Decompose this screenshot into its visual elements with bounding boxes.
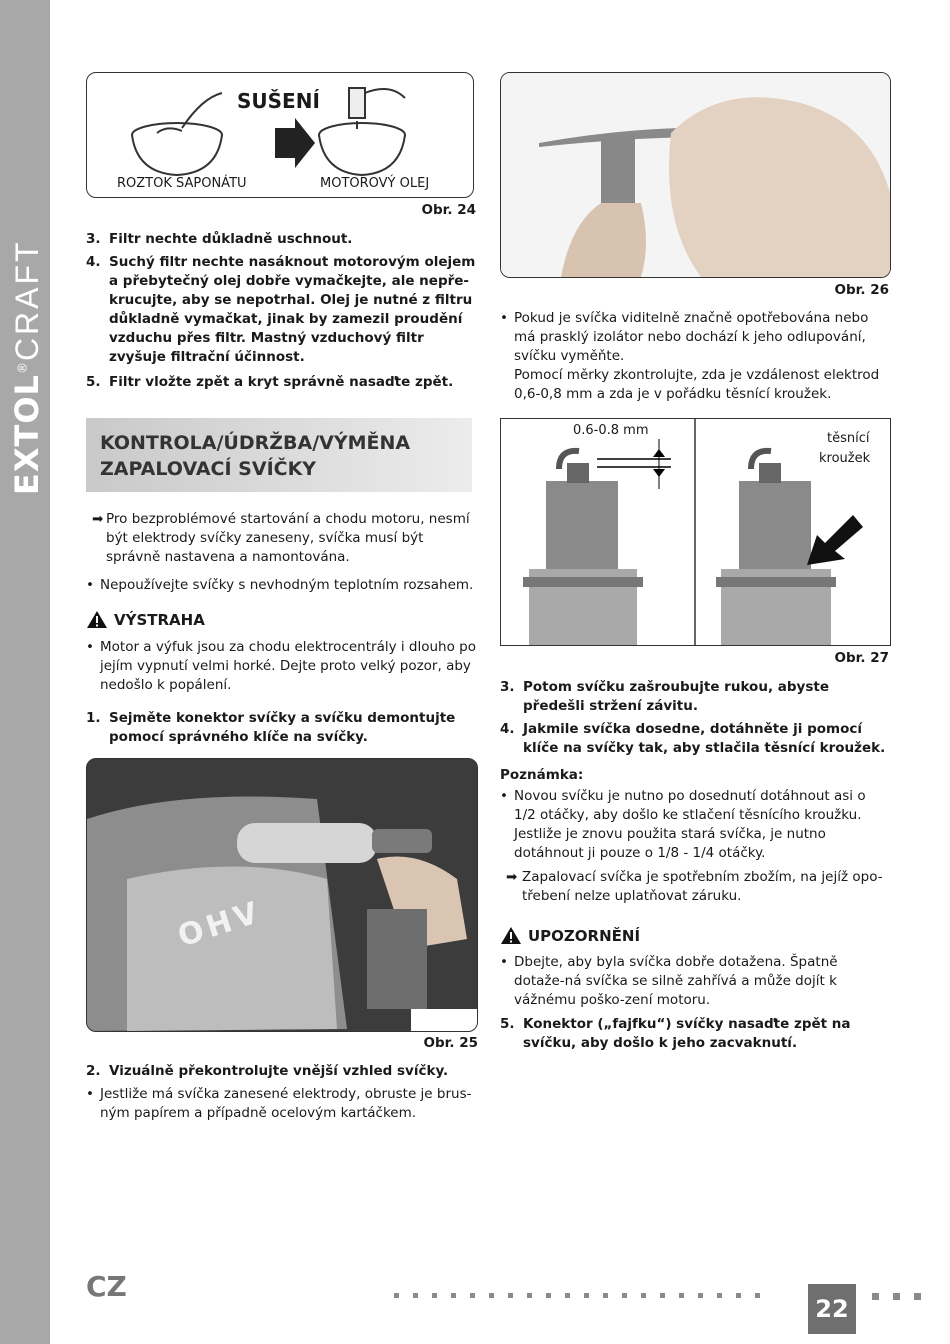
sidebar-strip	[0, 0, 50, 1344]
figure-24	[86, 72, 474, 198]
bullet-startup: ➡ Pro bezproblémové startování a chodu motoru, nesmí být elektrody svíčky zaneseny, svíčka musí být správně nastavena a namontována.	[92, 511, 470, 565]
language-code: CZ	[86, 1270, 127, 1303]
footer-dots-left	[394, 1293, 760, 1298]
engine-photo	[87, 759, 477, 1031]
step-3-screw-in: 3. Potom svíčku zašroubujte rukou, abyste předešli stržení závitu.	[500, 679, 829, 714]
figure-27-caption: Obr. 27	[834, 650, 889, 666]
figure-25-caption: Obr. 25	[423, 1035, 478, 1051]
note-bullet: • Novou svíčku je nutno po dosednutí dotáhnout asi o 1/2 otáčky, aby došlo ke stlačení těsnícího kroužku. Jestliže je znovu použita stará svíčka, je nutno dotáhnout ji pouze o 1/8 - 1/4 otáčky.	[500, 788, 866, 861]
note-arrow: ➡ Zapalovací svíčka je spotřebním zbožím, na jejíž opo-třebení nelze uplatňovat záruku.	[506, 869, 883, 904]
figure-24-title: SUŠENÍ	[237, 89, 320, 113]
note-title: Poznámka:	[500, 767, 584, 783]
step-5-reinsert: 5. Filtr vložte zpět a kryt správně nasaďte zpět.	[86, 374, 454, 390]
figure-24-left-label: ROZTOK SAPONÁTU	[117, 176, 247, 191]
warning-triangle-icon	[86, 610, 108, 629]
gap-label: 0.6-0.8 mm	[573, 423, 649, 438]
section-heading	[86, 418, 472, 492]
section-heading-line1: KONTROLA/ÚDRŽBA/VÝMĚNA	[100, 432, 411, 454]
caution-text: • Dbejte, aby byla svíčka dobře dotažena. Špatně dotaže-ná svíčka se silně zahřívá a může dojít k vážnému poško-zení motoru.	[500, 954, 838, 1008]
step-3-dry: 3. Filtr nechte důkladně uschnout.	[86, 231, 353, 247]
figure-24-caption: Obr. 24	[421, 202, 476, 218]
section-heading-line2: ZAPALOVACÍ SVÍČKY	[100, 458, 317, 480]
step-2-inspect: 2. Vizuálně překontrolujte vnější vzhled svíčky.	[86, 1063, 449, 1079]
caution-title: UPOZORNĚNÍ	[500, 926, 640, 945]
step-4-oil: 4. Suchý filtr nechte nasáknout motorovým olejem a přebytečný olej dobře vymačkejte, ale nepře-krucujte, aby se nepotrhal. Olej je nutné z filtru důkladně vymačkat, jinak by zamezil proudění vzduchu přes filtr. Mastný vzduchový filtr zvyšuje filtrační účinnost.	[86, 254, 476, 365]
bullet-clean-electrodes: • Jestliže má svíčka zanesené elektrody, obruste je brus-ným papírem a případně ocelovým kartáčkem.	[86, 1086, 472, 1121]
step-4-tighten: 4. Jakmile svíčka dosedne, dotáhněte ji pomocí klíče na svíčky tak, aby stlačila těsnící kroužek.	[500, 721, 886, 756]
bullet-heat-range: • Nepoužívejte svíčky s nevhodným teplotním rozsahem.	[86, 577, 474, 593]
feeler-gauge-photo	[501, 73, 890, 277]
figure-24-right-label: MOTOROVÝ OLEJ	[320, 176, 430, 191]
figure-27	[500, 418, 891, 646]
figure-26-caption: Obr. 26	[834, 282, 889, 298]
page-number: 22	[808, 1284, 856, 1334]
step-1-remove: 1. Sejměte konektor svíčky a svíčku demontujte pomocí správného klíče na svíčky.	[86, 710, 456, 745]
bullet-replace-plug: • Pokud je svíčka viditelně značně opotřebována nebo má prasklý izolátor nebo dochází k jeho odlupování, svíčku vyměňte. Pomocí měrky zkontrolujte, zda je vzdálenost elektrod 0,6-0,8 mm a zda je v pořádku těsnící kroužek.	[500, 310, 880, 402]
step-5-connector: 5. Konektor („fajfku“) svíčky nasaďte zpět na svíčku, aby došlo k jeho zacvaknutí.	[500, 1016, 851, 1051]
figure-26	[500, 72, 891, 278]
footer-dots-right	[872, 1293, 921, 1300]
warning-text: • Motor a výfuk jsou za chodu elektrocentrály i dlouho po jejím vypnutí velmi horké. Dejte proto velký pozor, aby nedošlo k popálení.	[86, 639, 476, 693]
brand-logo: EXTOL®CRAFT	[8, 239, 46, 495]
warning-title: VÝSTRAHA	[86, 610, 205, 629]
ring-label-2: kroužek	[819, 451, 871, 466]
ring-label-1: těsnící	[827, 431, 870, 446]
figure-25	[86, 758, 478, 1032]
caution-triangle-icon	[500, 926, 522, 945]
engine-ohv-label: OHV	[173, 894, 267, 955]
